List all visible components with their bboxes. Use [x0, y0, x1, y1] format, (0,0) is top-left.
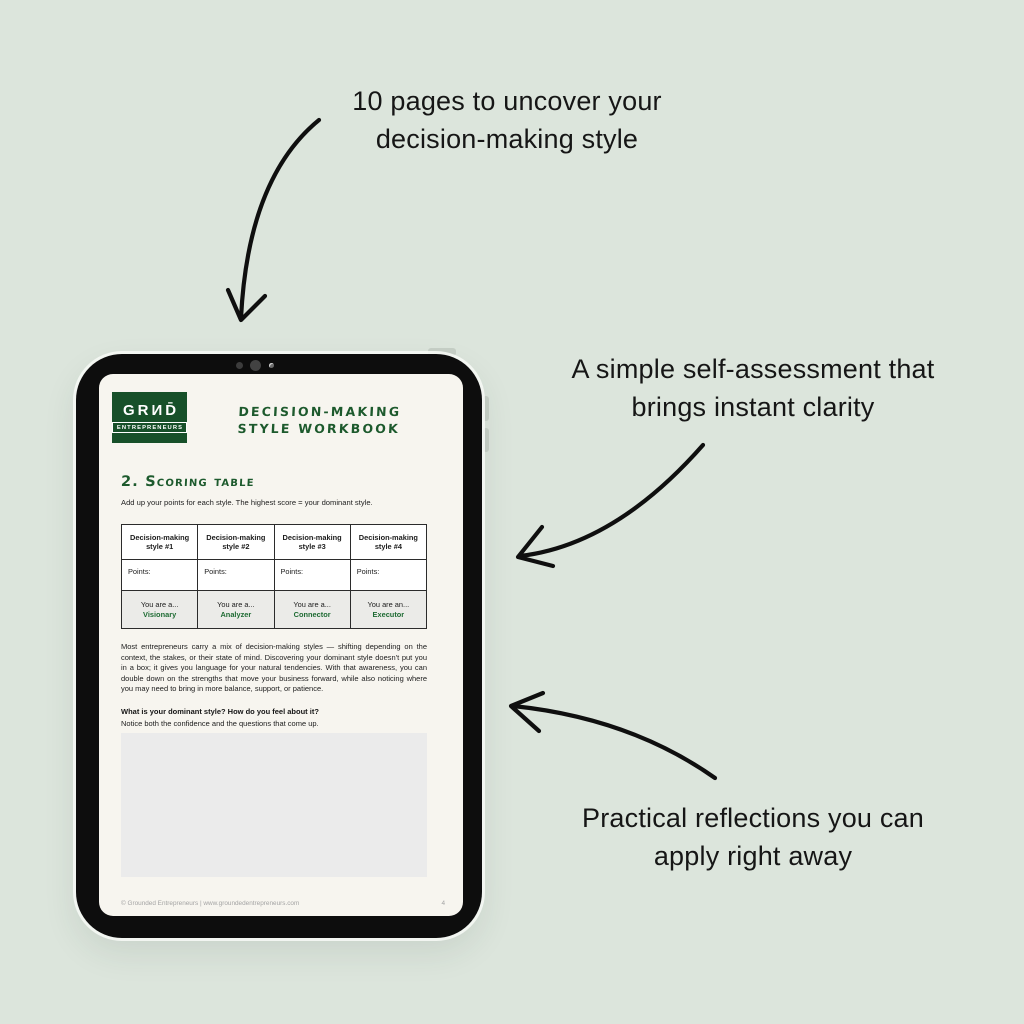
tablet-volume-down-button: [483, 428, 489, 452]
page-footer: [121, 900, 445, 907]
scoring-table: [121, 524, 427, 629]
points-cell: Points:: [350, 560, 426, 591]
workbook-title-line2: STYLE WORKBOOK: [237, 421, 401, 436]
points-cell: Points:: [122, 560, 198, 591]
arrow-top-head-icon: [228, 290, 265, 320]
column-header: Decision-making style #2: [198, 525, 274, 560]
caption-assessment: [553, 350, 953, 426]
brand-logo-subtext: ENTREPRENEURS: [112, 422, 187, 434]
caption-pages-line1: 10 pages to uncover your: [352, 86, 662, 116]
workbook-title-line1: DECISION-MAKING: [238, 404, 402, 419]
section-heading: 2. Scoring table: [120, 474, 256, 490]
result-prefix: You are a...: [217, 599, 255, 609]
table-header-row: [122, 525, 427, 560]
caption-assessment-line2: brings instant clarity: [631, 392, 875, 422]
tablet-volume-up-button: [483, 396, 489, 421]
result-cell: [274, 591, 350, 629]
arrow-bottom-head-icon: [511, 693, 543, 731]
result-name: Executor: [372, 609, 405, 619]
result-cell: [198, 591, 274, 629]
result-name: Visionary: [143, 609, 177, 619]
caption-assessment-line1: A simple self-assessment that: [571, 354, 935, 384]
reflection-question: What is your dominant style? How do you feel about it?: [121, 707, 319, 716]
table-result-row: [122, 591, 427, 629]
tablet-mockup: [76, 354, 482, 938]
result-name: Connector: [293, 609, 331, 619]
table-points-row: [122, 560, 427, 591]
reflection-writing-box: [121, 733, 427, 877]
arrow-middle-icon: [520, 445, 703, 556]
camera-lens-icon: [250, 360, 261, 371]
result-cell: [122, 591, 198, 629]
caption-pages-line2: decision-making style: [375, 124, 639, 154]
column-header: Decision-making style #1: [122, 525, 198, 560]
section-subheading: Add up your points for each style. The highest score = your dominant style.: [121, 498, 373, 507]
caption-pages: [307, 82, 707, 158]
body-paragraph: Most entrepreneurs carry a mix of decision-making styles — shifting depending on the context, the stakes, or their state of mind. Discovering your dominant style doesn't put you in a box; it gives you language for your natural tendencies. With that awareness, you can double down on the strengths that move your business forward, while also noticing where you may need to bring in more balance, support, or patience.: [121, 642, 427, 694]
points-cell: Points:: [274, 560, 350, 591]
footer-copyright: © Grounded Entrepreneurs | www.groundedentrepreneurs.com: [121, 900, 300, 907]
result-cell: [350, 591, 426, 629]
caption-reflections: [553, 799, 953, 875]
result-prefix: You are a...: [140, 599, 179, 609]
reflection-hint: Notice both the confidence and the questions that come up.: [121, 719, 319, 728]
brand-logo-text: GRИD̄: [122, 401, 180, 419]
points-cell: Points:: [198, 560, 274, 591]
camera-dot-icon: [236, 362, 243, 369]
result-name: Analyzer: [220, 609, 252, 619]
column-header: Decision-making style #4: [350, 525, 426, 560]
arrow-middle-head-icon: [518, 527, 553, 566]
workbook-page: [99, 374, 463, 916]
brand-logo: [112, 392, 187, 443]
caption-reflections-line1: Practical reflections you can: [582, 803, 924, 833]
caption-reflections-line2: apply right away: [653, 841, 853, 871]
column-header: Decision-making style #3: [274, 525, 350, 560]
camera-sensor-icon: [269, 363, 274, 368]
arrow-bottom-icon: [513, 706, 715, 778]
result-prefix: You are an...: [367, 599, 410, 609]
footer-page-number: 4: [441, 900, 445, 907]
workbook-title: [237, 403, 409, 437]
result-prefix: You are a...: [293, 599, 331, 609]
